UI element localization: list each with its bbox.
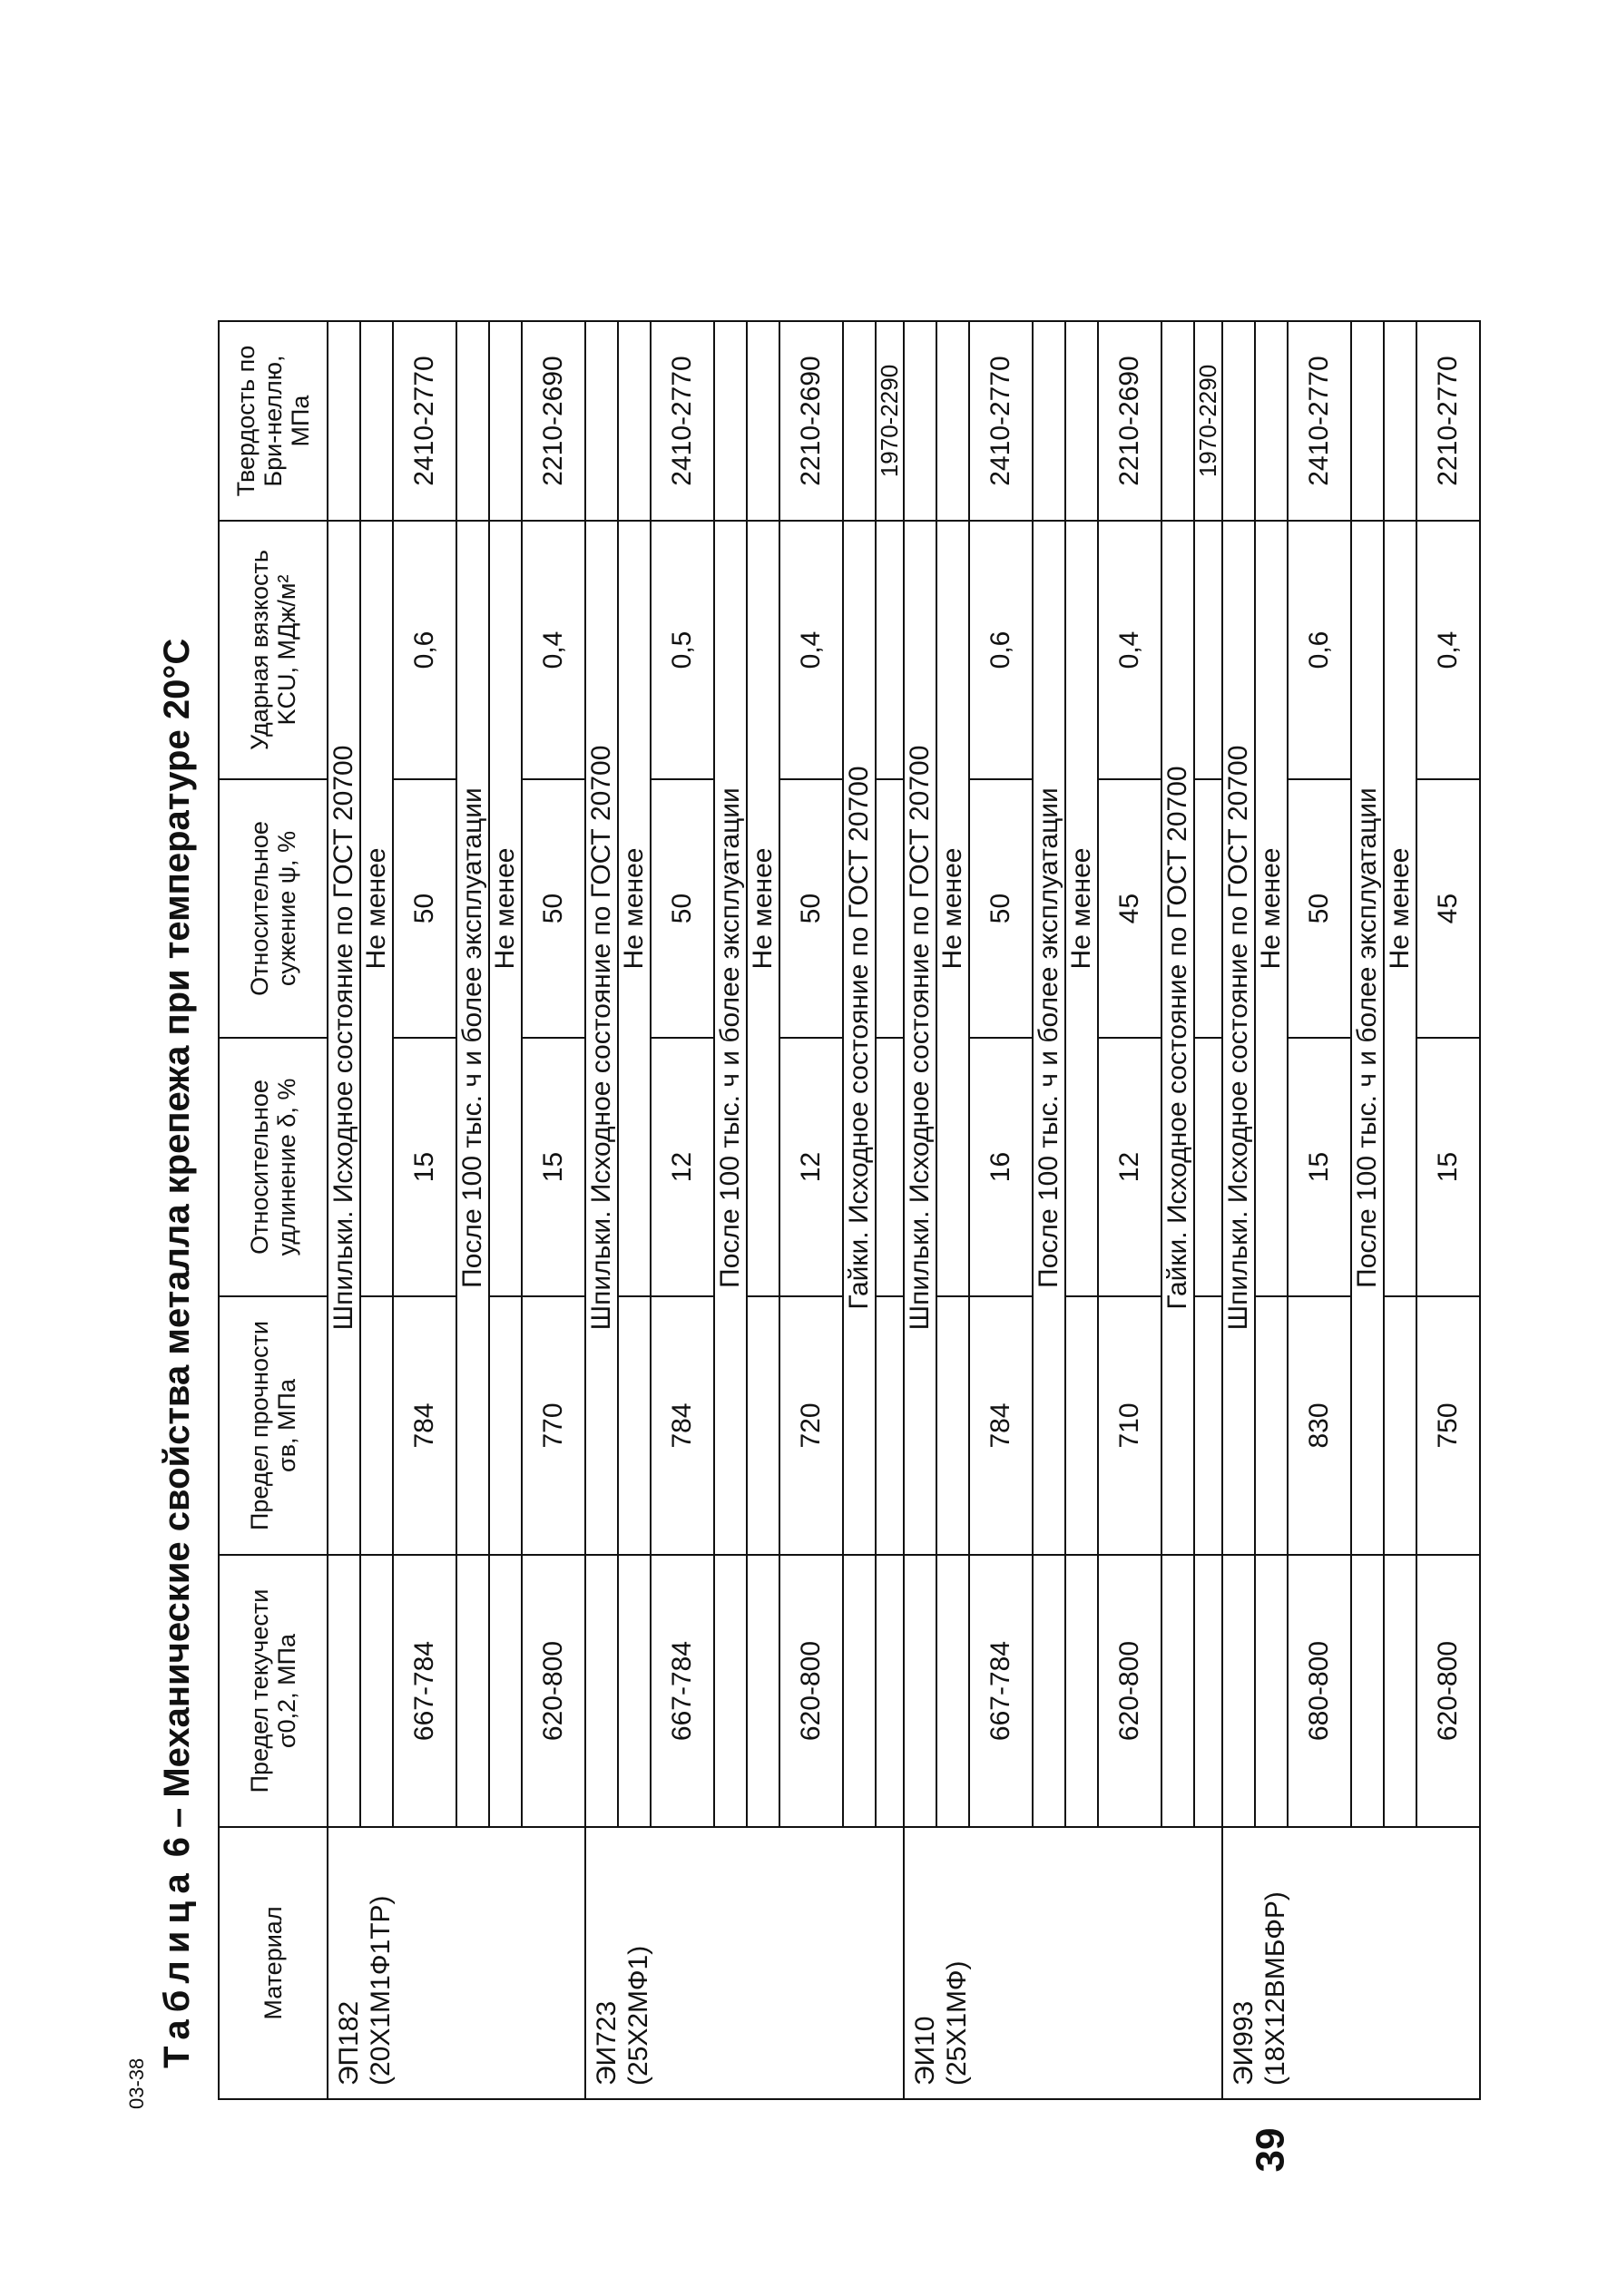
header-material: Материал [219,1827,328,2099]
rotated-table-block [136,313,1464,2100]
nuts-section-header: Гайки. Исходное состояние по ГОСТ 20700 [843,521,876,1555]
material-cell [1222,1827,1480,2099]
header-impact-toughness: Ударная вязкость KCU, МДж/м² [219,521,328,779]
min-note: Не менее [1065,521,1098,1296]
impact-value: 0,6 [393,521,456,779]
reduction-value: 50 [1288,779,1351,1038]
min-note: Не менее [489,521,522,1296]
tensile-value: 750 [1416,1296,1480,1555]
hardness-value: 2210-2690 [779,321,843,521]
table-header-row [219,321,328,2099]
material-alloy: (18Х12ВМБФР) [1259,1891,1290,2086]
reduction-value: 50 [779,779,843,1038]
reduction-value: 45 [1098,779,1161,1038]
mechanical-properties-table [218,320,1481,2100]
yield-value: 620-800 [1098,1555,1161,1827]
material-alloy: (25Х1МФ) [941,1960,972,2086]
elongation-value: 12 [651,1038,714,1296]
reduction-value: 50 [969,779,1033,1038]
caption-prefix: Таблица [156,1866,197,2068]
hardness-value: 2410-2770 [969,321,1033,521]
impact-value: 0,4 [1098,521,1161,779]
section-header: Шпильки. Исходное состояние по ГОСТ 20700 [585,521,618,1555]
table-row [904,321,936,2099]
section-header: Шпильки. Исходное состояние по ГОСТ 20700 [328,521,360,1555]
elongation-value: 15 [393,1038,456,1296]
table-caption [136,313,218,2100]
header-brinell-hardness: Твердость по Бри-неллю, МПа [219,321,328,521]
after-operation-note: После 100 тыс. ч и более эксплуатации [456,521,489,1555]
elongation-value: 15 [522,1038,585,1296]
impact-value: 0,4 [779,521,843,779]
min-note: Не менее [1255,521,1288,1296]
min-note: Не менее [618,521,651,1296]
reduction-value: 50 [393,779,456,1038]
material-alloy: (20Х1М1Ф1ТР) [365,1895,396,2086]
hardness-value: 2410-2770 [1288,321,1351,521]
hardness-value: 2410-2770 [393,321,456,521]
nuts-section-header: Гайки. Исходное состояние по ГОСТ 20700 [1161,521,1194,1555]
elongation-value: 15 [1416,1038,1480,1296]
tensile-value: 770 [522,1296,585,1555]
reduction-value: 50 [522,779,585,1038]
hardness-value: 2210-2770 [1416,321,1480,521]
table-row [328,321,360,2099]
material-grade: ЭИ723 [592,2000,622,2086]
yield-value: 620-800 [522,1555,585,1827]
impact-value: 0,4 [522,521,585,779]
hardness-value: 2210-2690 [522,321,585,521]
tensile-value: 784 [393,1296,456,1555]
yield-value: 667-784 [969,1555,1033,1827]
min-note: Не менее [360,521,393,1296]
yield-value: 620-800 [1416,1555,1480,1827]
hardness-value: 1970-2290 [1194,321,1222,521]
material-grade: ЭИ993 [1229,2000,1259,2086]
material-cell [328,1827,585,2099]
min-note: Не менее [936,521,969,1296]
reduction-value: 45 [1416,779,1480,1038]
tensile-value: 784 [969,1296,1033,1555]
hardness-value: 2410-2770 [651,321,714,521]
reduction-value: 50 [651,779,714,1038]
min-note: Не менее [747,521,779,1296]
hardness-value: 2210-2690 [1098,321,1161,521]
caption-title: – Механические свойства металла крепежа при температуре 20°С [156,638,197,1829]
material-cell [585,1827,904,2099]
tensile-value: 710 [1098,1296,1161,1555]
table-row [1222,321,1255,2099]
elongation-value: 16 [969,1038,1033,1296]
impact-value: 0,6 [1288,521,1351,779]
elongation-value: 15 [1288,1038,1351,1296]
tensile-value: 784 [651,1296,714,1555]
header-yield-strength: Предел текучести σ0,2, МПа [219,1555,328,1827]
min-note: Не менее [1384,521,1416,1296]
yield-value: 620-800 [779,1555,843,1827]
after-operation-note: После 100 тыс. ч и более эксплуатации [1033,521,1065,1555]
hardness-value: 1970-2290 [876,321,904,521]
material-cell [904,1827,1222,2099]
yield-value: 667-784 [651,1555,714,1827]
impact-value: 0,4 [1416,521,1480,779]
yield-value: 680-800 [1288,1555,1351,1827]
impact-value: 0,6 [969,521,1033,779]
after-operation-note: После 100 тыс. ч и более эксплуатации [1351,521,1384,1555]
caption-number: 6 [156,1837,197,1858]
elongation-value: 12 [1098,1038,1161,1296]
tensile-value: 720 [779,1296,843,1555]
header-reduction-of-area: Относительное сужение ψ, % [219,779,328,1038]
document-code: 03-38 [125,2057,148,2109]
material-alloy: (25Х2МФ1) [622,1945,653,2086]
tensile-value: 830 [1288,1296,1351,1555]
section-header: Шпильки. Исходное состояние по ГОСТ 20700 [904,521,936,1555]
impact-value: 0,5 [651,521,714,779]
after-operation-note: После 100 тыс. ч и более эксплуатации [714,521,747,1555]
material-grade: ЭИ10 [910,2016,941,2086]
elongation-value: 12 [779,1038,843,1296]
table-row [585,321,618,2099]
header-elongation: Относительное удлинение δ, % [219,1038,328,1296]
page-number: 39 [1248,2127,1293,2173]
section-header: Шпильки. Исходное состояние по ГОСТ 20700 [1222,521,1255,1555]
material-grade: ЭП182 [334,2000,364,2086]
yield-value: 667-784 [393,1555,456,1827]
header-tensile-strength: Предел прочности σв, МПа [219,1296,328,1555]
